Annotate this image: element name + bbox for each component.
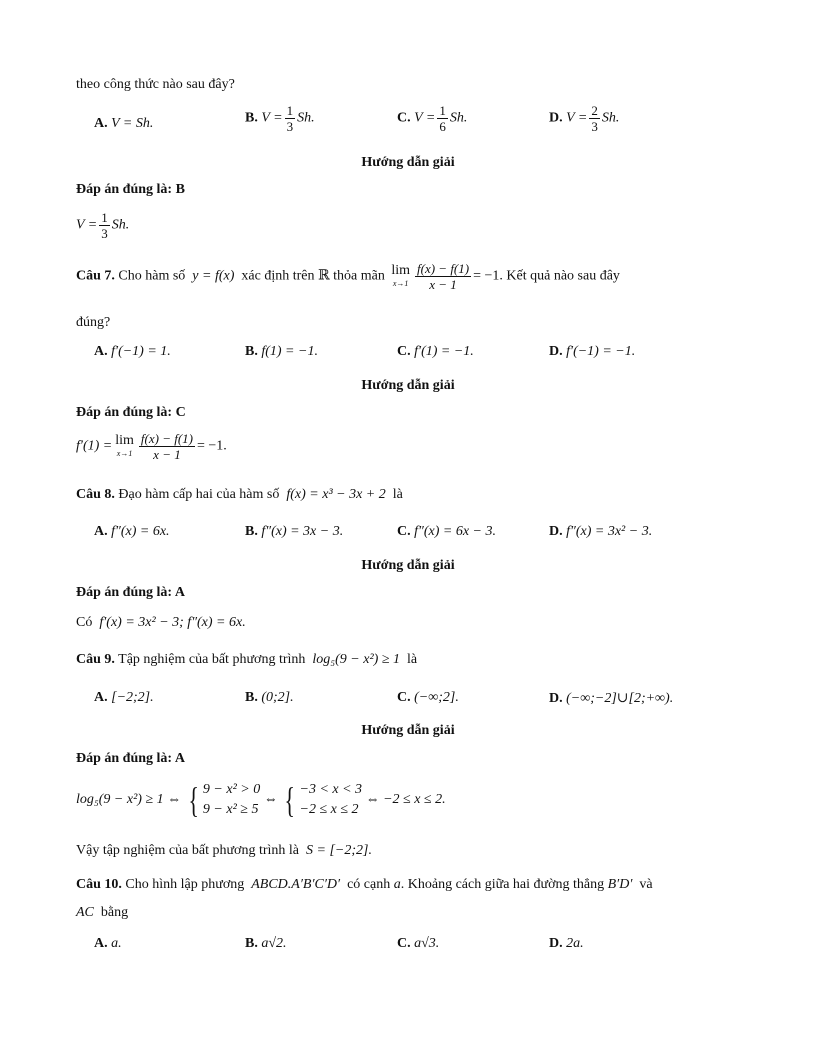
q7-guide-heading: Hướng dẫn giải: [361, 378, 455, 393]
q9-solution: log₅(9 − x²) ≥ 1 ⇔ { 9 − x² > 0 9 − x² ≥ 5 ⇔ { −3 < x < 3 −2 ≤ x ≤ 2 ⇔ −2 ≤ x ≤ 2.: [76, 780, 446, 820]
q7-answer: Đáp án đúng là: C: [76, 405, 186, 420]
q10-question: Câu 10. Cho hình lập phương ABCD.A′B′C′D′ có cạnh a. Khoảng cách giữa hai đường thẳng B′D′ và: [76, 877, 653, 892]
q9-conclusion: Vậy tập nghiệm của bất phương trình là S = [−2;2].: [76, 843, 372, 858]
fraction: $\frac{1}{3}$: [286, 103, 294, 134]
q6-answer: Đáp án đúng là: B: [76, 182, 185, 197]
q10-question-cont: AC bằng: [76, 905, 129, 920]
fraction: $\frac{1}{6}$: [439, 103, 446, 134]
q8-option-c: C. f″(x) = 6x − 3.: [397, 524, 496, 539]
q7-option-c: C. f′(1) = −1.: [397, 344, 474, 359]
q9-option-c: C. (−∞;2].: [397, 690, 459, 705]
q6-solution: V = $\frac{1}{3}$ Sh.: [76, 210, 130, 241]
equation-system: { −3 < x < 3 −2 ≤ x ≤ 2: [284, 780, 363, 820]
equation-system: { 9 − x² > 0 9 − x² ≥ 5: [188, 780, 261, 820]
q6-guide-heading: Hướng dẫn giải: [361, 155, 455, 170]
q9-guide-heading: Hướng dẫn giải: [361, 723, 455, 738]
q9-answer: Đáp án đúng là: A: [76, 751, 185, 766]
q7-option-a: A. f′(−1) = 1.: [94, 344, 171, 359]
q8-option-a: A. f″(x) = 6x.: [94, 524, 170, 539]
q9-option-a: A. [−2;2].: [94, 690, 154, 705]
q10-option-b: B. a√2.: [245, 936, 287, 951]
q8-option-b: B. f″(x) = 3x − 3.: [245, 524, 344, 539]
q6-option-b: B. V = $\frac{1}{3}$ Sh.: [245, 103, 315, 134]
q10-option-c: C. a√3.: [397, 936, 440, 951]
q10-option-d: D. 2a.: [549, 936, 584, 951]
q6-option-d: D. V = $\frac{2}{3}$ Sh.: [549, 103, 620, 134]
fraction: $\frac{2}{3}$: [591, 103, 598, 134]
q8-answer: Đáp án đúng là: A: [76, 585, 185, 600]
q7-question: Câu 7. Cho hàm số y = f(x) xác định trên ℝ thỏa mãn lim x→1 $\frac{f(x) - f(1)}{x - 1}$ = −1. Kết quả nào sau đây: [76, 261, 620, 292]
q6-option-c: C. V = $\frac{1}{6}$ Sh.: [397, 103, 468, 134]
q9-option-b: B. (0;2].: [245, 690, 294, 705]
q8-solution: Có f′(x) = 3x² − 3; f″(x) = 6x.: [76, 615, 246, 630]
q6-option-a: A. V = Sh.: [94, 116, 154, 131]
q9-question: Câu 9. Tập nghiệm của bất phương trình log₅(9 − x²) ≥ 1 là: [76, 652, 418, 667]
q7-solution: f′(1) = lim x→1 $\frac{f(x) - f(1)}{x - 1}$ = −1.: [76, 431, 227, 462]
q7-option-b: B. f(1) = −1.: [245, 344, 318, 359]
limit: lim x→1: [391, 262, 410, 288]
q9-option-d: D. (−∞;−2]∪[2;+∞).: [549, 691, 674, 706]
q7-question-cont: đúng?: [76, 315, 111, 330]
question-continuation: theo công thức nào sau đây?: [76, 77, 235, 92]
q8-guide-heading: Hướng dẫn giải: [361, 558, 455, 573]
q8-option-d: D. f″(x) = 3x² − 3.: [549, 524, 653, 539]
q10-option-a: A. a.: [94, 936, 122, 951]
q8-question: Câu 8. Đạo hàm cấp hai của hàm số f(x) = x³ − 3x + 2 là: [76, 487, 403, 502]
q7-option-d: D. f′(−1) = −1.: [549, 344, 636, 359]
